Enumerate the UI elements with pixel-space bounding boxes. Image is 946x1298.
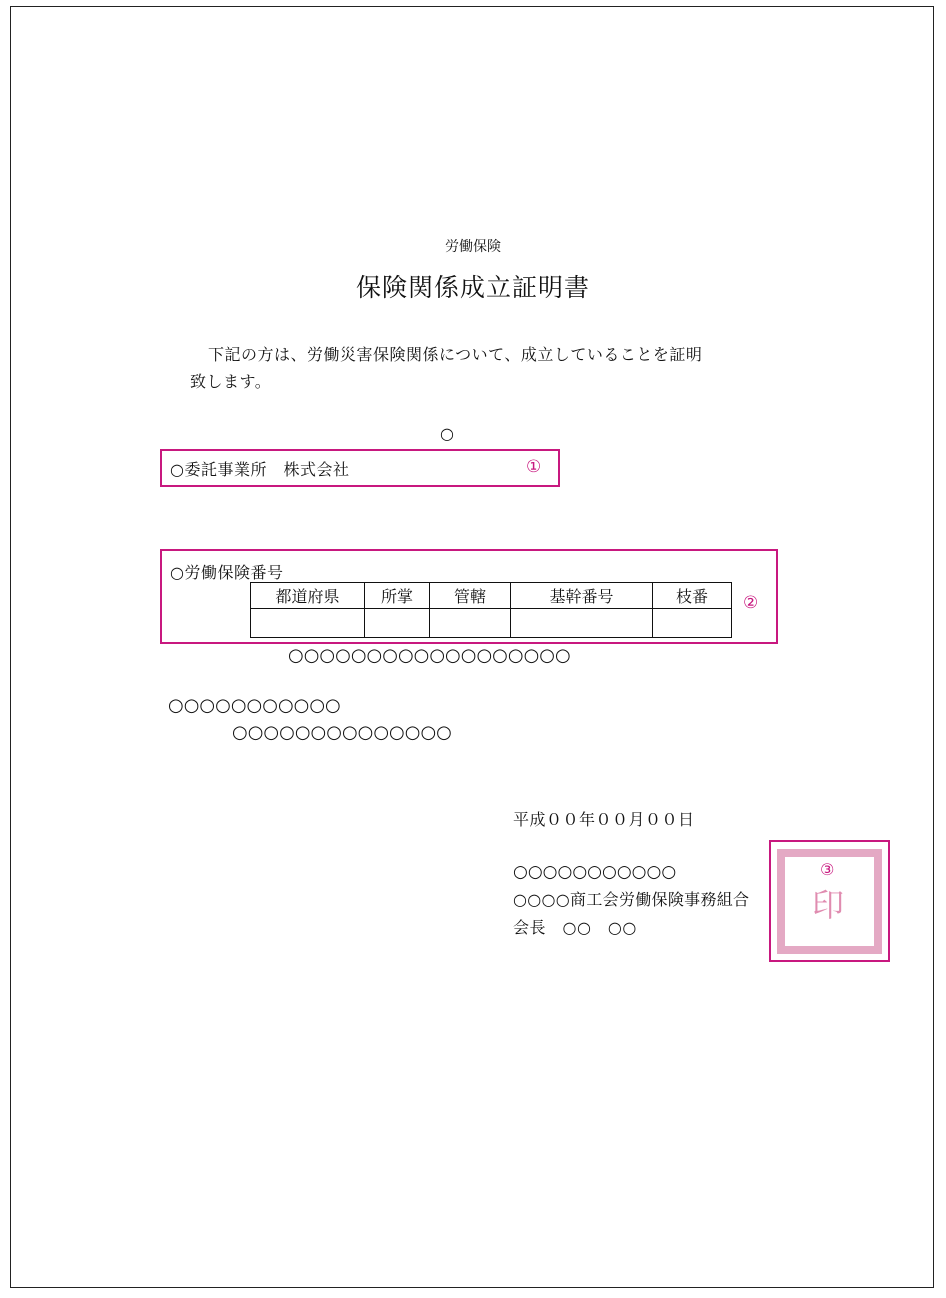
callout-marker-2: ② [743,593,759,613]
address-line-2: ○○○○○○○○○○○○○○ [232,722,452,743]
body-text-line-1: 下記の方は、労働災害保険関係について、成立していることを証明 [208,345,703,364]
address-line-1: ○○○○○○○○○○○ [168,695,341,716]
document-subtitle: 労働保険 [445,239,501,255]
table-header-base-number: 基幹番号 [511,583,653,609]
table-row [251,609,732,638]
insurance-number-table [250,582,732,638]
issuer-line-1: ○○○○○○○○○○○ [513,862,677,882]
table-header-jurisdiction: 管轄 [430,583,511,609]
table-cell-base-number [511,609,653,638]
table-cell-branch-number [653,609,732,638]
table-header-prefecture: 都道府県 [251,583,365,609]
document-title: 保険関係成立証明書 [355,273,590,302]
insurance-number-label: ○労働保険番号 [170,563,284,582]
body-text [190,341,702,395]
issue-date: 平成００年００月００日 [513,810,695,829]
callout-marker-3: ③ [820,860,835,879]
issuer-line-2: ○○○○商工会労働保険事務組合 [513,890,750,909]
business-name-placeholder: ○○○○○○○○○○○○○○○○○○ [288,645,571,666]
table-cell-jurisdiction-office [365,609,430,638]
seal-stamp-icon: 印 [812,886,845,924]
table-header-branch-number: 枝番 [653,583,732,609]
table-cell-prefecture [251,609,365,638]
table-header-jurisdiction-office: 所掌 [365,583,430,609]
body-text-line-2: 致します。 [190,372,272,391]
table-header-row [251,583,732,609]
issuer-line-3: 会長 ○○ ○○ [513,918,637,937]
entrusted-business: ○委託事業所 株式会社 [170,460,350,479]
table-cell-jurisdiction [430,609,511,638]
placeholder-circle: ○ [440,424,454,443]
callout-marker-1: ① [526,457,542,477]
